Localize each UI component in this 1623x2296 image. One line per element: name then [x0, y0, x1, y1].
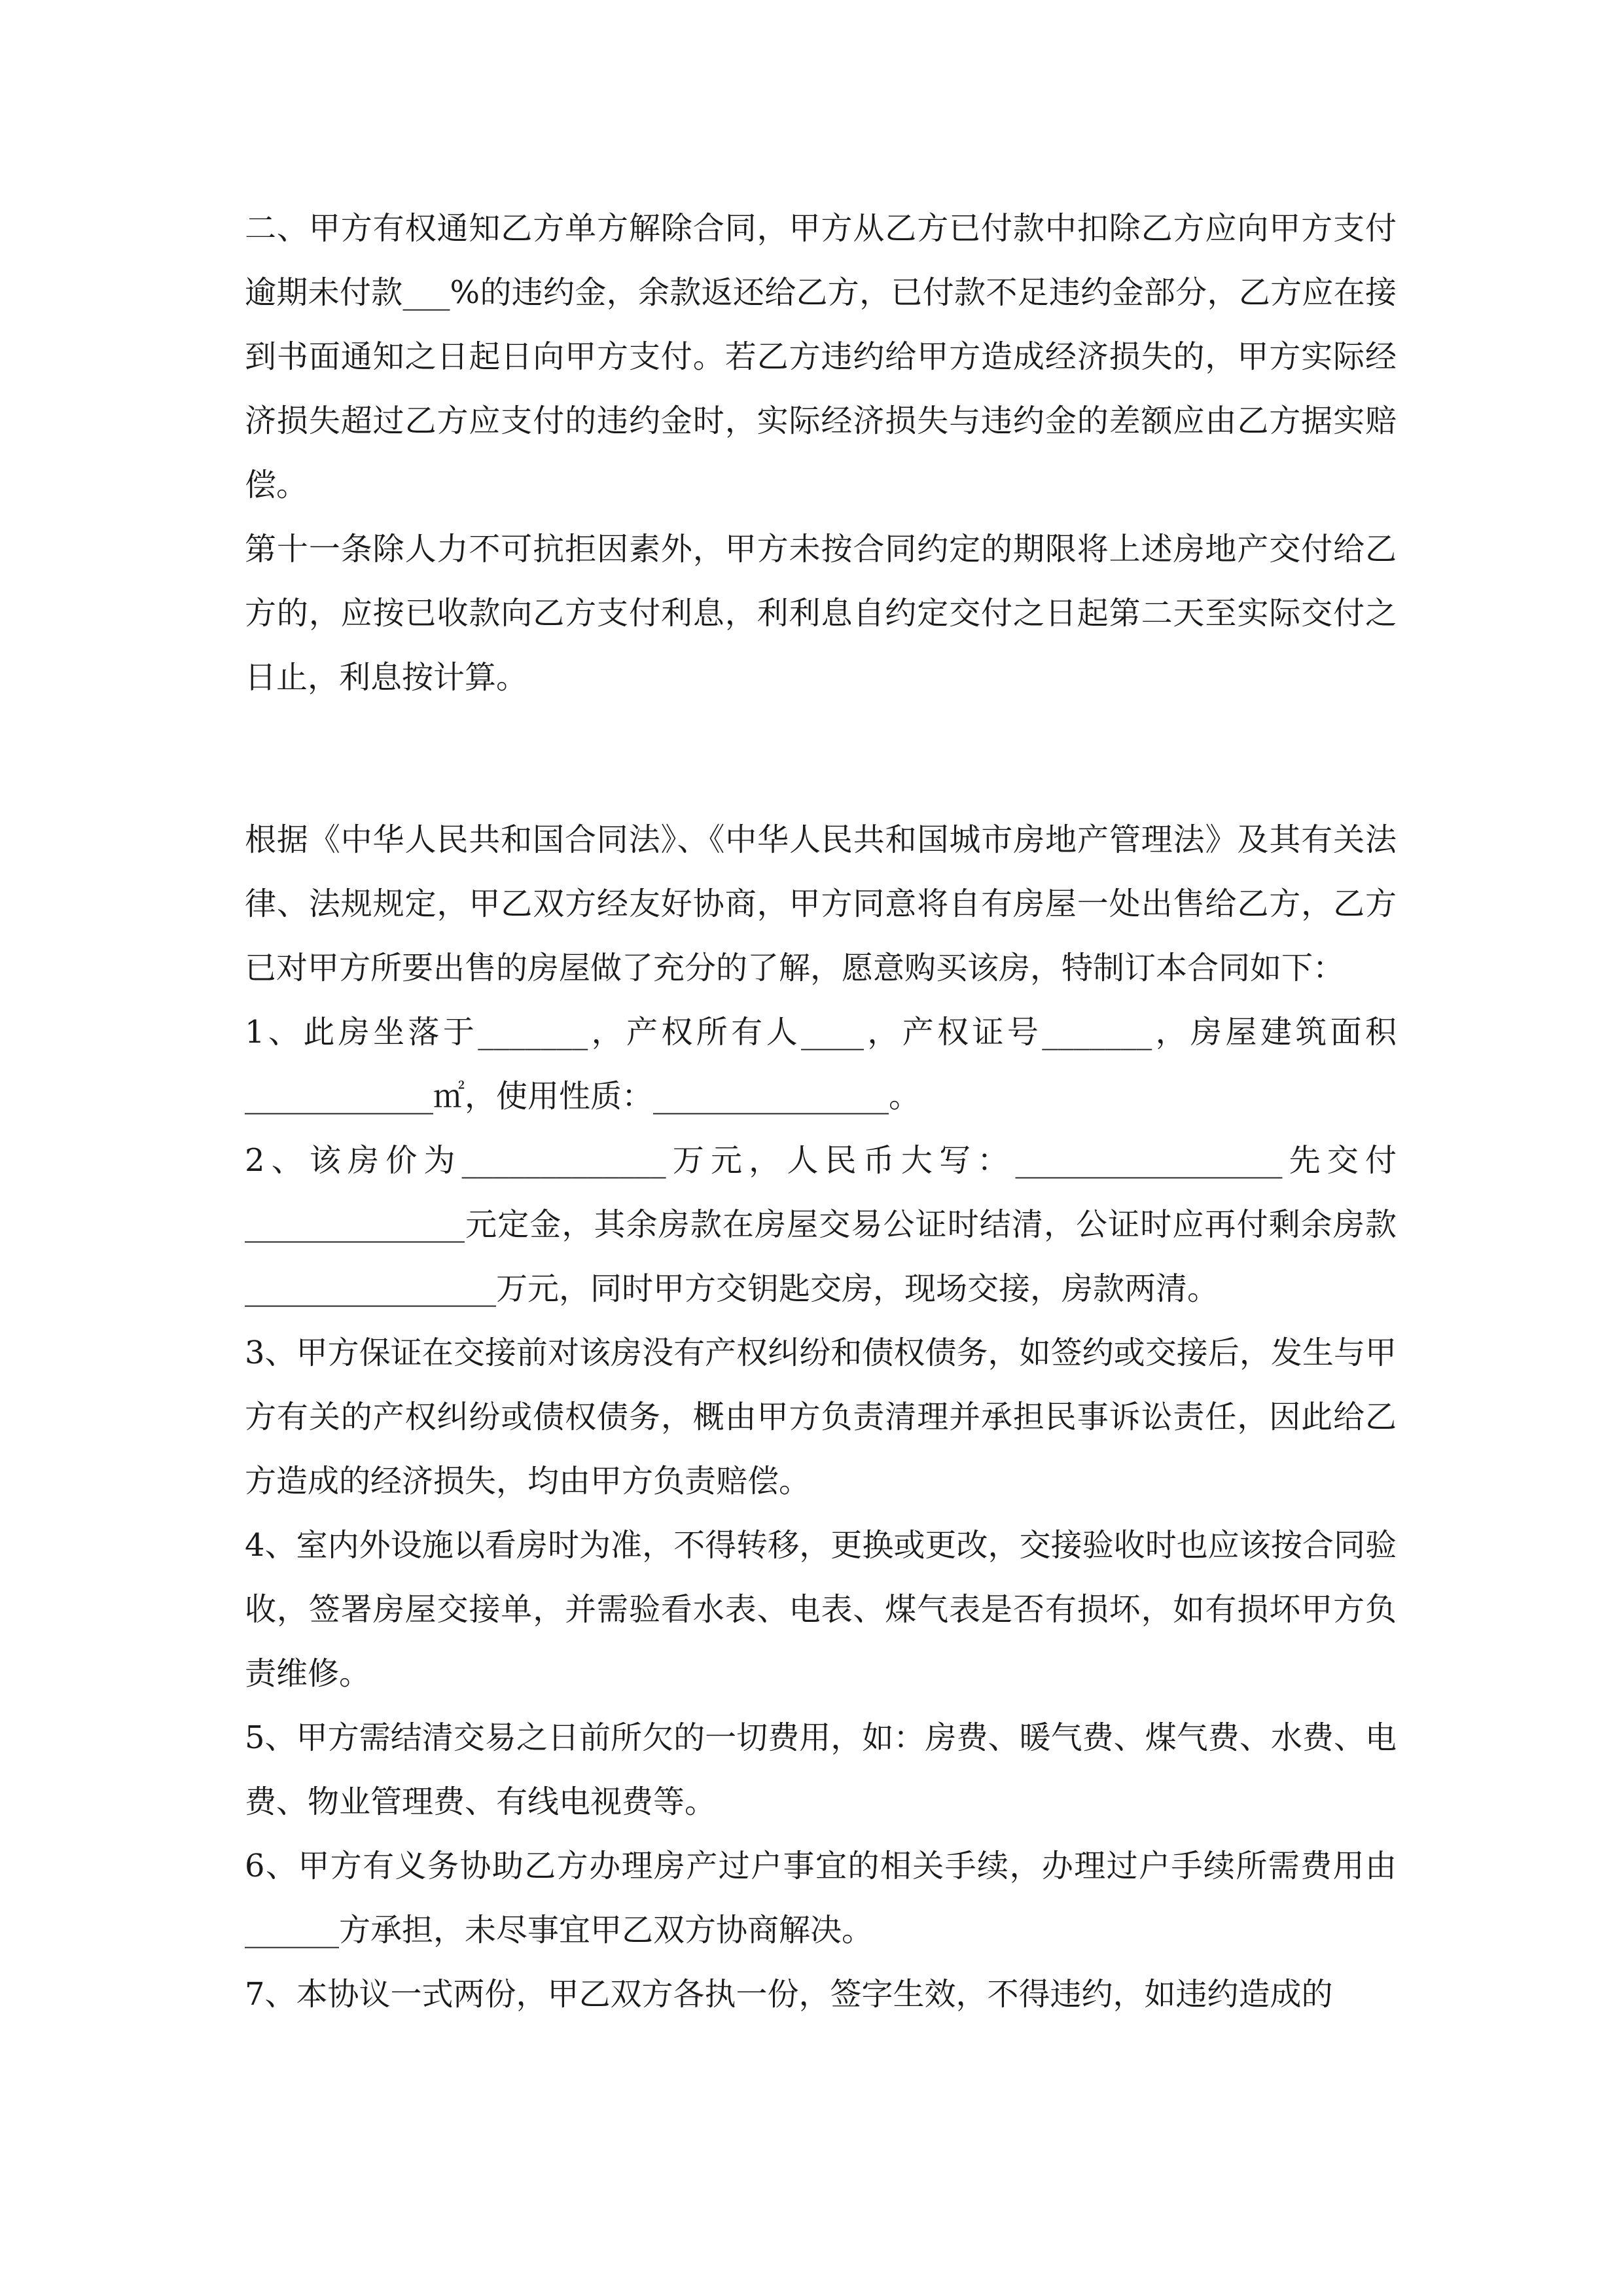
- contract-item-6: 6、甲方有义务协助乙方办理房产过户事宜的相关手续，办理过户手续所需费用由______方承担，未尽事宜甲乙双方协商解决。: [245, 1848, 1397, 1948]
- contract-item-4: 4、室内外设施以看房时为准，不得转移，更换或更改，交接验收时也应该按合同验收，签署房屋交接单，并需验看水表、电表、煤气表是否有损坏，如有损坏甲方负责维修。: [245, 1527, 1397, 1692]
- article-11-paragraph: 第十一条除人力不可抗拒因素外，甲方未按合同约定的期限将上述房地产交付给乙方的，应按已收款向乙方支付利息，利利息自约定交付之日起第二天至实际交付之日止，利息按计算。: [245, 531, 1397, 696]
- contract-item-7: 7、本协议一式两份，甲乙双方各执一份，签字生效，不得违约，如违约造成的: [245, 1976, 1333, 2013]
- section-spacer: [245, 709, 1397, 808]
- contract-item-1: 1、此房坐落于_______，产权所有人____，产权证号_______，房屋建筑面积____________㎡，使用性质：_______________。: [245, 1014, 1397, 1115]
- contract-item-2: 2、该房价为_____________万元，人民币大写：_________________先交付______________元定金，其余房款在房屋交易公证时结清，公证时应再付剩余房款________________万元，同时甲方交钥匙交房，现场交接，房款两清。: [245, 1142, 1397, 1307]
- clause-termination-paragraph: 二、甲方有权通知乙方单方解除合同，甲方从乙方已付款中扣除乙方应向甲方支付逾期未付款___%的违约金，余款返还给乙方，已付款不足违约金部分，乙方应在接到书面通知之日起日向甲方支付。若乙方违约给甲方造成经济损失的，甲方实际经济损失超过乙方应支付的违约金时，实际经济损失与违约金的差额应由乙方据实赔偿。: [245, 210, 1397, 503]
- contract-item-5: 5、甲方需结清交易之日前所欠的一切费用，如：房费、暖气费、煤气费、水费、电费、物业管理费、有线电视费等。: [245, 1719, 1397, 1820]
- contract-intro-paragraph: 根据《中华人民共和国合同法》、《中华人民共和国城市房地产管理法》及其有关法律、法规规定，甲乙双方经友好协商，甲方同意将自有房屋一处出售给乙方，乙方已对甲方所要出售的房屋做了充分的了解，愿意购买该房，特制订本合同如下：: [245, 821, 1397, 986]
- contract-body: [245, 196, 1397, 2026]
- contract-item-3: 3、甲方保证在交接前对该房没有产权纠纷和债权债务，如签约或交接后，发生与甲方有关的产权纠纷或债权债务，概由甲方负责清理并承担民事诉讼责任，因此给乙方造成的经济损失，均由甲方负责赔偿。: [245, 1335, 1397, 1499]
